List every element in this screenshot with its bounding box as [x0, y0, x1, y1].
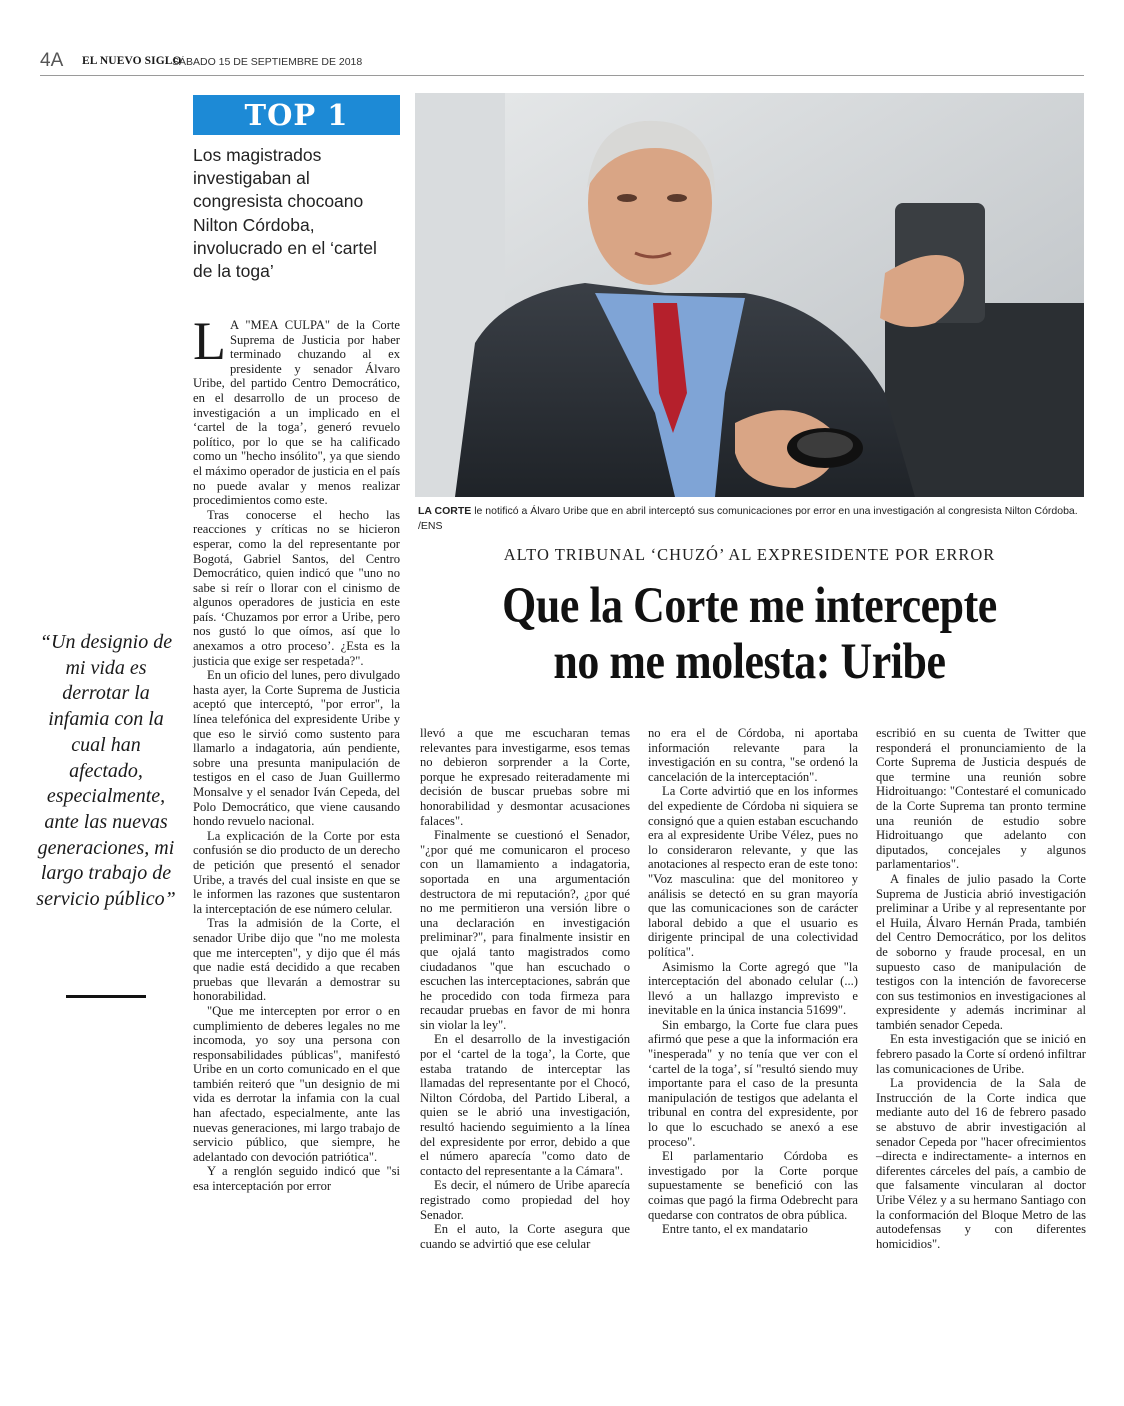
article-column-1: [193, 311, 400, 1194]
article-column-2: [420, 726, 630, 1251]
caption-lead: LA CORTE: [418, 505, 472, 517]
paragraph: En un oficio del lunes, pero divulgado hasta ayer, la Corte Suprema de Justicia aceptó que interceptó, "por error", la línea telefónica del expresidente Uribe y que eso le sirvió como sustento para llamarlo a indagatoria, aún pendiente, sobre una presunta manipulación de testigos en el caso de Juan Guillermo Monsalve y el senador Iván Cepeda, del Polo Democrático, que viene causando hondo revuelo nacional.: [193, 668, 400, 829]
page-number: 4A: [40, 50, 64, 71]
paragraph: Tras la admisión de la Corte, el senador Uribe dijo que "no me molesta que me intercepten", y dijo que él más que nadie está decidido a que recaben pruebas que llevarán a demostrar su honorabilidad.: [193, 916, 400, 1004]
headline-line-2: no me molesta: Uribe: [553, 634, 946, 690]
paragraph: Y a renglón seguido indicó que "si esa interceptación por error: [193, 1164, 400, 1194]
paragraph: Asimismo la Corte agregó que "la interceptación del abonado celular (...) llevó a un hallazgo imprevisto e inevitable en la única instancia 51699".: [648, 959, 858, 1018]
article-column-3: [648, 726, 858, 1237]
article-headline: [462, 578, 1037, 690]
paragraph: L A "MEA CULPA" de la Corte Suprema de Justicia por haber terminado chuzando al ex presidente y senador Álvaro Uribe, del partido Centro Democrático, en el desarrollo de un proceso de investigación a un implicado en el ‘cartel de la toga’, generó revuelo político, por lo que se ha calificado como un "hecho insólito", ya que siendo el máximo operador de justicia en el país no puede avalar y menos realizar procedimientos como este.: [193, 311, 400, 508]
issue-date: SÁBADO 15 DE SEPTIEMBRE DE 2018: [172, 56, 363, 68]
paragraph: En el desarrollo de la investigación por el ‘cartel de la toga’, la Corte, que estaba tratando de interceptar las llamadas del representante por el Chocó, Nilton Córdoba, del Partido Liberal, a quien se le abrió una investigación, resultó haciendo seguimiento a la línea del expresidente por error, debido a que el número aparecía "como dato de contacto del representante a la Cámara".: [420, 1032, 630, 1178]
top-badge: TOP 1: [193, 95, 400, 135]
paragraph: La explicación de la Corte por esta confusión se dio producto de un derecho de petición que presentó el senador Uribe, a través del cual insiste en que se le informen las razones que sustentaron la interceptación de ese número celular.: [193, 828, 400, 916]
paragraph: La Corte advirtió que en los informes del expediente de Córdoba ni siquiera se consignó que a quien estaban escuchando era al expresidente Uribe Vélez, pues no lo consideraron relevante, y que las anotaciones al respecto eran de este tono: "Voz masculina: que del monitoreo y análisis se detectó en su gran mayoría que las comunicaciones son de carácter laboral debido a que el usuario es dirigente principal de una colectividad política".: [648, 784, 858, 959]
paragraph: Es decir, el número de Uribe aparecía registrado como propiedad del hoy Senador.: [420, 1178, 630, 1222]
paragraph: La providencia de la Sala de Instrucción de la Corte indica que mediante auto del 16 de febrero pasado se abstuvo de abrir investigación al senador Cepeda por "hacer ofrecimientos –directa e indirectamente- a internos en diferentes cárceles del país, a cambio de que falsamente vincularan al doctor Uribe Vélez y a su hermano Santiago con la conformación del Bloque Metro de las autodefensas y con diferentes homicidios".: [876, 1076, 1086, 1251]
paragraph: llevó a que me escucharan temas relevantes para investigarme, esos temas no debieron sorprender a la Corte, porque he expresado reiteradamente mi decisión de buscar pruebas sobre mi honorabilidad y desmontar acusaciones falaces".: [420, 726, 630, 828]
paragraph: El parlamentario Córdoba es investigado por la Corte porque supuestamente se benefició con las coimas que pagó la firma Odebrecht para quedarse con contratos de obra pública.: [648, 1149, 858, 1222]
headline-line-1: Que la Corte me intercepte: [502, 578, 997, 634]
article-photo: [415, 93, 1084, 497]
page-header: [40, 50, 1084, 76]
paragraph: "Que me intercepten por error o en cumplimiento de deberes legales no me incomoda, yo soy una persona con responsabilidades públicas", manifestó Uribe en un corto comunicado en el que también reiteró que "un designio de mi vida es derrotar la infamia con la cual han afectado, especialmente, ante las nuevas generaciones, mi largo trabajo de servicio público, que siempre, he adelantado con devoción patriótica".: [193, 1003, 400, 1164]
paragraph: En esta investigación que se inició en febrero pasado la Corte sí ordenó infiltrar las comunicaciones de Uribe.: [876, 1032, 1086, 1076]
caption-text: le notificó a Álvaro Uribe que en abril interceptó sus comunicaciones por error en una investigación al congresista Nilton Córdoba. /ENS: [418, 505, 1078, 532]
article-kicker: Los magistrados investigaban al congresista chocoano Nilton Córdoba, involucrado en el ‘cartel de la toga’: [193, 145, 377, 282]
article-subhead: ALTO TRIBUNAL ‘CHUZÓ’ AL EXPRESIDENTE POR ERROR: [503, 545, 996, 564]
portrait-illustration: [415, 93, 1084, 497]
pull-quote-rule: [66, 995, 146, 998]
paragraph: Entre tanto, el ex mandatario: [662, 1222, 808, 1237]
paragraph: En el auto, la Corte asegura que cuando se advirtió que ese celular: [420, 1222, 630, 1251]
photo-caption: [418, 504, 1078, 533]
pull-quote: “Un designio de mi vida es derrotar la infamia con la cual han afectado, especialmente, ante las nuevas generaciones, mi largo trabajo de servicio público”: [36, 631, 176, 911]
paragraph: escribió en su cuenta de Twitter que responderá el pronunciamiento de la Corte Suprema de Justicia después de que termine una reunión sobre Hidroituango: "Contestaré el comunicado de la Corte Suprema tan pronto termine una reunión de estudio sobre Hidroituango que adelanto con diputados, concejales y algunos parlamentarios".: [876, 726, 1086, 872]
paragraph: Tras conocerse el hecho las reacciones y críticas no se hicieron esperar, como la del representante por Bogotá, Gabriel Santos, del Centro Democrático, quien indicó que "uno no sabe si reír o llorar con el cinismo de algunos operadores de justicia en este país. ‘Chuzamos por error a Uribe, pero nos gustó lo que oímos, así que lo anexamos a otro proceso’. ¿Esta es la justicia que exige ser respetada?".: [193, 507, 400, 668]
newspaper-name: EL NUEVO SIGLO: [82, 55, 182, 67]
paragraph: Finalmente se cuestionó el Senador, "¿por qué me comunicaron el proceso con un llamamiento a indagatoria, soportada en una argumentación destructora de mi reputación?, ¿por qué no me permitieron una versión libre o una declaración en investigación preliminar?", para finalmente insistir en que ojalá tanto magistrados como ciudadanos "que han escuchado o escuchen las interceptaciones, sabrán que he procedido con toda firmeza para recaudar pruebas en favor de mi honra sin violar la ley".: [420, 828, 630, 1032]
drop-cap: L: [193, 311, 226, 371]
paragraph: no era el de Córdoba, ni aportaba información relevante para la investigación en su contra, "se ordenó la cancelación de la interceptación".: [648, 726, 858, 784]
article-column-4: [876, 726, 1086, 1251]
paragraph: Sin embargo, la Corte fue clara pues afirmó que pese a que la información era "inesperada" y no tenía que ver con el ‘cartel de la toga’, sí "resultó siendo muy importante para el caso de la presunta manipulación de testigos que adelanta el tribunal en contra del expresidente, por lo que lo escuchado se anexó a ese proceso".: [648, 1017, 858, 1149]
paragraph: A finales de julio pasado la Corte Suprema de Justicia abrió investigación preliminar a Uribe y al representante por el Huila, Álvaro Hernán Prada, también del Centro Democrático, por los delitos de soborno y fraude procesal, en un supuesto caso de manipulación de testigos con la intención de favorecerse con sus testimonios en investigaciones al expresidente y además incriminar al también senador Cepeda.: [876, 871, 1086, 1032]
